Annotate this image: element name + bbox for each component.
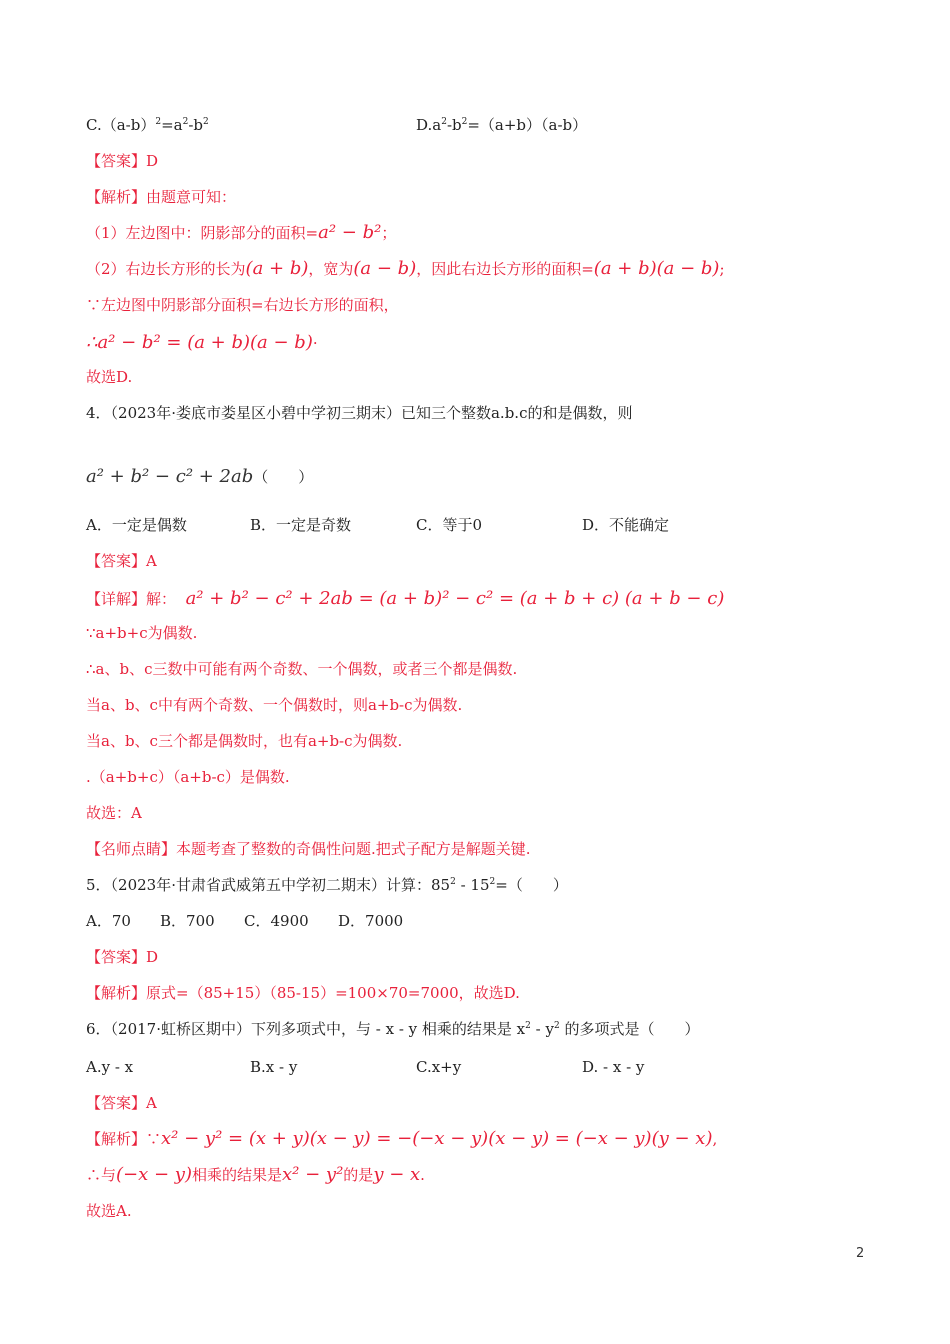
- q4-line3: 当a、b、c中有两个奇数、一个偶数时，则a+b-c为偶数.: [86, 696, 463, 714]
- q6-option-c: C.x+y: [416, 1058, 462, 1076]
- math-expression: a² − b²: [318, 222, 382, 243]
- q5-answer: 【答案】D: [86, 948, 159, 966]
- q5-option-d: D．7000: [338, 912, 404, 930]
- q4-option-c: C．等于0: [416, 516, 483, 534]
- q6-option-d: D. - x - y: [582, 1058, 645, 1076]
- q5-option-b: B．700: [160, 912, 215, 930]
- q6-answer: 【答案】A: [86, 1094, 157, 1112]
- q3-step2: （2）右边长方形的长为(a + b)，宽为(a − b)，因此右边长方形的面积=(a + b)(a − b);: [86, 258, 725, 279]
- q3-answer: 【答案】D: [86, 152, 159, 170]
- q6-choose: 故选A.: [86, 1202, 132, 1220]
- q4-option-a: A．一定是偶数: [86, 516, 187, 534]
- q4-stem: 4．（2023年·娄底市娄星区小碧中学初三期末）已知三个整数a.b.c的和是偶数，则: [86, 404, 633, 422]
- q3-step1: （1）左边图中：阴影部分的面积=a² − b²；: [86, 222, 397, 243]
- q3-therefore: ∴a² − b² = (a + b)(a − b)·: [86, 332, 318, 353]
- q6-option-b: B.x - y: [250, 1058, 298, 1076]
- q4-expr: a² + b² − c² + 2ab（ ）: [86, 466, 314, 487]
- q4-line5: .（a+b+c）（a+b-c）是偶数.: [86, 768, 290, 786]
- q4-answer: 【答案】A: [86, 552, 157, 570]
- answer-tag: 【答案】: [86, 152, 147, 170]
- q6-stem: 6．（2017·虹桥区期中）下列多项式中，与 - x - y 相乘的结果是 $x^2 - y^2$ 的多项式是（ ）: [86, 1020, 700, 1038]
- q3-because: ∵左边图中阴影部分面积=右边长方形的面积，: [86, 296, 399, 314]
- q4-option-d: D．不能确定: [582, 516, 670, 534]
- q4-option-b: B．一定是奇数: [250, 516, 352, 534]
- analysis-tag: 【解析】: [86, 188, 147, 206]
- q5-option-a: A．70: [86, 912, 131, 930]
- q6-option-a: A.y - x: [86, 1058, 134, 1076]
- q5-option-c: C．4900: [244, 912, 309, 930]
- q4-line1: ∵a+b+c为偶数.: [86, 624, 198, 642]
- q4-detail: 【详解】解： a² + b² − c² + 2ab = (a + b)² − c² = (a + b + c) (a + b − c): [86, 588, 725, 609]
- q6-analysis-2: ∴与(−x − y)相乘的结果是x² − y²的是y − x.: [86, 1164, 425, 1185]
- page-number: 2: [856, 1246, 865, 1261]
- q3-analysis: 【解析】由题意可知：: [86, 188, 237, 206]
- option-c: $C.(a-b)^2=a^2-b^2$: [86, 116, 209, 134]
- tip-tag: 【名师点睛】: [86, 840, 177, 858]
- detail-tag: 【详解】: [86, 590, 147, 608]
- q4-line2: ∴a、b、c三数中可能有两个奇数、一个偶数，或者三个都是偶数.: [86, 660, 518, 678]
- q5-analysis: 【解析】原式=（85+15）（85-15）=100×70=7000，故选D.: [86, 984, 520, 1002]
- q3-choose: 故选D.: [86, 368, 133, 386]
- q4-tip: 【名师点睛】本题考查了整数的奇偶性问题.把式子配方是解题关键.: [86, 840, 531, 858]
- q5-stem: 5．（2023年·甘肃省武威第五中学初二期末）计算：$85^2 - 15^2=$（ ）: [86, 876, 568, 894]
- q6-analysis-1: 【解析】∵x² − y² = (x + y)(x − y) = −(−x − y)(x − y) = (−x − y)(y − x),: [86, 1128, 718, 1149]
- q4-line4: 当a、b、c三个都是偶数时，也有a+b-c为偶数.: [86, 732, 403, 750]
- option-d: $D.a^2-b^2=(a+b)(a-b)$: [416, 116, 588, 134]
- q4-choose: 故选：A: [86, 804, 142, 822]
